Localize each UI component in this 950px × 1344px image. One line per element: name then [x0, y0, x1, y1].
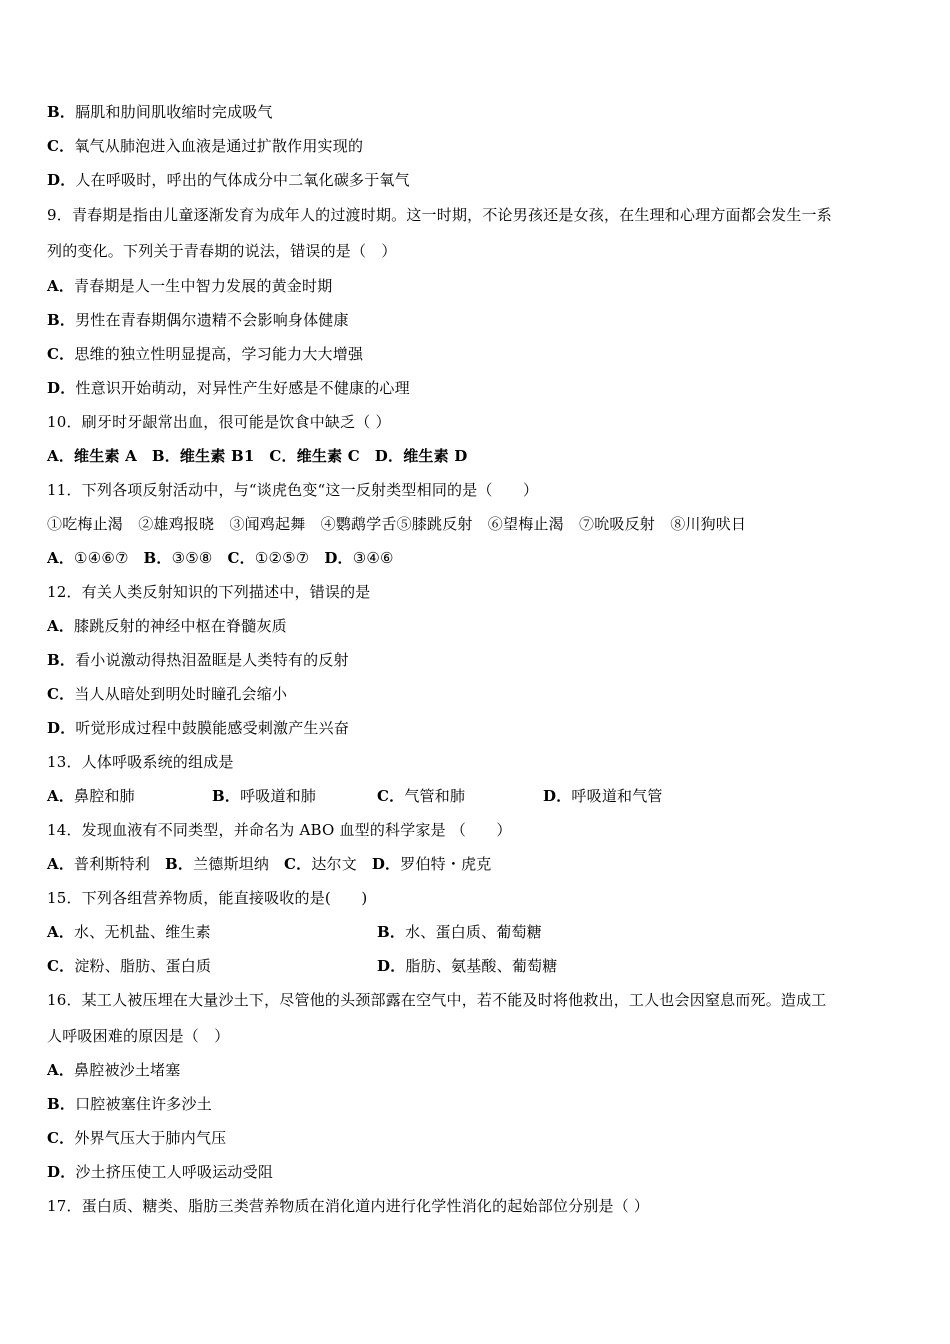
- option-label: C．: [47, 957, 75, 975]
- q9-stem-line1: 9．青春期是指由儿童逐渐发育为成年人的过渡时期。这一时期，不论男孩还是女孩，在生理和心理方面都会发生一系: [47, 206, 832, 224]
- option-label: A．: [47, 549, 75, 567]
- option-text: 沙土挤压使工人呼吸运动受阻: [75, 1163, 274, 1181]
- option-label: C．: [47, 345, 75, 363]
- option-text: 水、无机盐、维生素: [74, 923, 211, 941]
- option-text: 兰德斯坦纳: [193, 855, 270, 873]
- option-text: 外界气压大于肺内气压: [74, 1129, 227, 1147]
- q13-stem: 13．人体呼吸系统的组成是: [47, 753, 234, 771]
- q16-option-a: [47, 1060, 180, 1080]
- option-text: 维生素 A: [74, 447, 137, 465]
- option-text: 淀粉、脂肪、蛋白质: [74, 957, 212, 975]
- option-text: 看小说激动得热泪盈眶是人类特有的反射: [75, 651, 349, 669]
- q12-option-c: [47, 684, 287, 704]
- option-label: C．: [283, 855, 312, 873]
- q8-option-c: [47, 136, 363, 156]
- option-label: B．: [143, 549, 172, 567]
- q16-option-b: [47, 1094, 212, 1114]
- option-label: A．: [47, 855, 75, 873]
- q15-option-c: [47, 956, 211, 976]
- option-label: B．: [47, 651, 76, 669]
- option-text: 青春期是人一生中智力发展的黄金时期: [74, 277, 333, 295]
- q14-stem: 14．发现血液有不同类型，并命名为 ABO 血型的科学家是 （ ）: [47, 821, 512, 839]
- q15-options-row2: [47, 956, 747, 976]
- option-text: 口腔被塞住许多沙土: [75, 1095, 212, 1113]
- q15-options-row1: [47, 922, 747, 942]
- option-label: B．: [47, 1095, 76, 1113]
- q17-stem: 17．蛋白质、糖类、脂肪三类营养物质在消化道内进行化学性消化的起始部位分别是（ ）: [47, 1197, 650, 1215]
- option-text: 达尔文: [311, 855, 357, 873]
- q14-options: [47, 854, 491, 874]
- option-label: D．: [47, 171, 76, 189]
- q13-option-a: [47, 786, 135, 806]
- q12-option-a: [47, 616, 287, 636]
- option-label: A．: [47, 787, 75, 805]
- q15-option-b: [377, 922, 542, 942]
- q16-stem-line2: 人呼吸困难的原因是（ ）: [47, 1027, 230, 1045]
- q10-stem: 10．刷牙时牙龈常出血，很可能是饮食中缺乏（ ）: [47, 413, 391, 431]
- option-text: ③⑤⑧: [171, 549, 213, 567]
- option-label: A．: [47, 923, 75, 941]
- option-text: 维生素 D: [403, 447, 468, 465]
- option-label: D．: [371, 855, 401, 873]
- option-label: C．: [377, 787, 405, 805]
- q13-option-b: [212, 786, 316, 806]
- option-label: D．: [377, 957, 406, 975]
- option-text: ①④⑥⑦: [74, 549, 129, 567]
- option-text: 鼻腔被沙土堵塞: [74, 1061, 181, 1079]
- q9-option-c: [47, 344, 363, 364]
- option-text: ①②⑤⑦: [254, 549, 310, 567]
- q13-options: [47, 786, 747, 806]
- q12-option-b: [47, 650, 349, 670]
- option-text: 当人从暗处到明处时瞳孔会缩小: [74, 685, 288, 703]
- option-text: 性意识开始萌动，对异性产生好感是不健康的心理: [75, 379, 410, 397]
- q8-option-b: [47, 102, 273, 122]
- option-label: D．: [47, 1163, 76, 1181]
- option-label: C．: [47, 1129, 75, 1147]
- option-text: 膝跳反射的神经中枢在脊髓灰质: [74, 617, 287, 635]
- q12-stem: 12．有关人类反射知识的下列描述中，错误的是: [47, 583, 371, 601]
- option-text: 气管和肺: [404, 787, 466, 805]
- q12-option-d: [47, 718, 349, 738]
- option-text: 氧气从肺泡进入血液是通过扩散作用实现的: [74, 137, 364, 155]
- option-label: D．: [47, 719, 76, 737]
- option-label: A．: [47, 1061, 75, 1079]
- option-text: 维生素 B1: [179, 447, 255, 465]
- option-text: 普利斯特利: [74, 855, 151, 873]
- option-label: C．: [227, 549, 255, 567]
- option-text: 罗伯特・虎克: [400, 855, 492, 873]
- option-text: 水、蛋白质、葡萄糖: [405, 923, 542, 941]
- q15-option-a: [47, 922, 211, 942]
- q13-option-c: [377, 786, 465, 806]
- option-label: B．: [377, 923, 406, 941]
- option-label: D．: [543, 787, 572, 805]
- q11-options: [47, 548, 394, 568]
- option-text: ③④⑥: [352, 549, 394, 567]
- q13-option-d: [543, 786, 663, 806]
- option-label: B．: [47, 103, 76, 121]
- q9-option-d: [47, 378, 410, 398]
- q9-stem-line2: 列的变化。下列关于青春期的说法，错误的是（ ）: [47, 242, 397, 260]
- option-text: 脂肪、氨基酸、葡萄糖: [405, 957, 558, 975]
- option-text: 维生素 C: [296, 447, 360, 465]
- q15-stem: 15．下列各组营养物质，能直接吸收的是( ): [47, 889, 368, 907]
- option-text: 人在呼吸时，呼出的气体成分中二氧化碳多于氧气: [75, 171, 410, 189]
- option-label: B．: [212, 787, 241, 805]
- option-label: A．: [47, 447, 75, 465]
- q11-items: ①吃梅止渴 ②雄鸡报晓 ③闻鸡起舞 ④鹦鹉学舌⑤膝跳反射 ⑥望梅止渴 ⑦吮吸反射 ⑧川狗吠日: [47, 515, 747, 533]
- q9-option-a: [47, 276, 332, 296]
- option-label: D．: [374, 447, 404, 465]
- option-text: 思维的独立性明显提高，学习能力大大增强: [74, 345, 364, 363]
- option-text: 男性在青春期偶尔遗精不会影响身体健康: [75, 311, 349, 329]
- q16-option-c: [47, 1128, 226, 1148]
- q9-option-b: [47, 310, 349, 330]
- q16-option-d: [47, 1162, 273, 1182]
- option-label: B．: [47, 311, 76, 329]
- q16-stem-line1: 16．某工人被压埋在大量沙土下，尽管他的头颈部露在空气中，若不能及时将他救出，工人也会因窒息而死。造成工: [47, 991, 827, 1009]
- option-text: 膈肌和肋间肌收缩时完成吸气: [75, 103, 273, 121]
- q11-stem: 11．下列各项反射活动中，与“谈虎色变“这一反射类型相同的是（ ）: [47, 481, 539, 499]
- option-label: C．: [47, 685, 75, 703]
- q10-options: [47, 446, 467, 466]
- q8-option-d: [47, 170, 410, 190]
- option-label: A．: [47, 277, 75, 295]
- option-label: A．: [47, 617, 75, 635]
- option-label: D．: [47, 379, 76, 397]
- option-label: B．: [164, 855, 194, 873]
- option-label: C．: [269, 447, 297, 465]
- option-text: 听觉形成过程中鼓膜能感受刺激产生兴奋: [75, 719, 350, 737]
- option-text: 呼吸道和气管: [571, 787, 663, 805]
- option-label: C．: [47, 137, 75, 155]
- option-text: 鼻腔和肺: [74, 787, 135, 805]
- option-label: D．: [324, 549, 353, 567]
- q15-option-d: [377, 956, 557, 976]
- option-text: 呼吸道和肺: [240, 787, 317, 805]
- option-label: B．: [151, 447, 180, 465]
